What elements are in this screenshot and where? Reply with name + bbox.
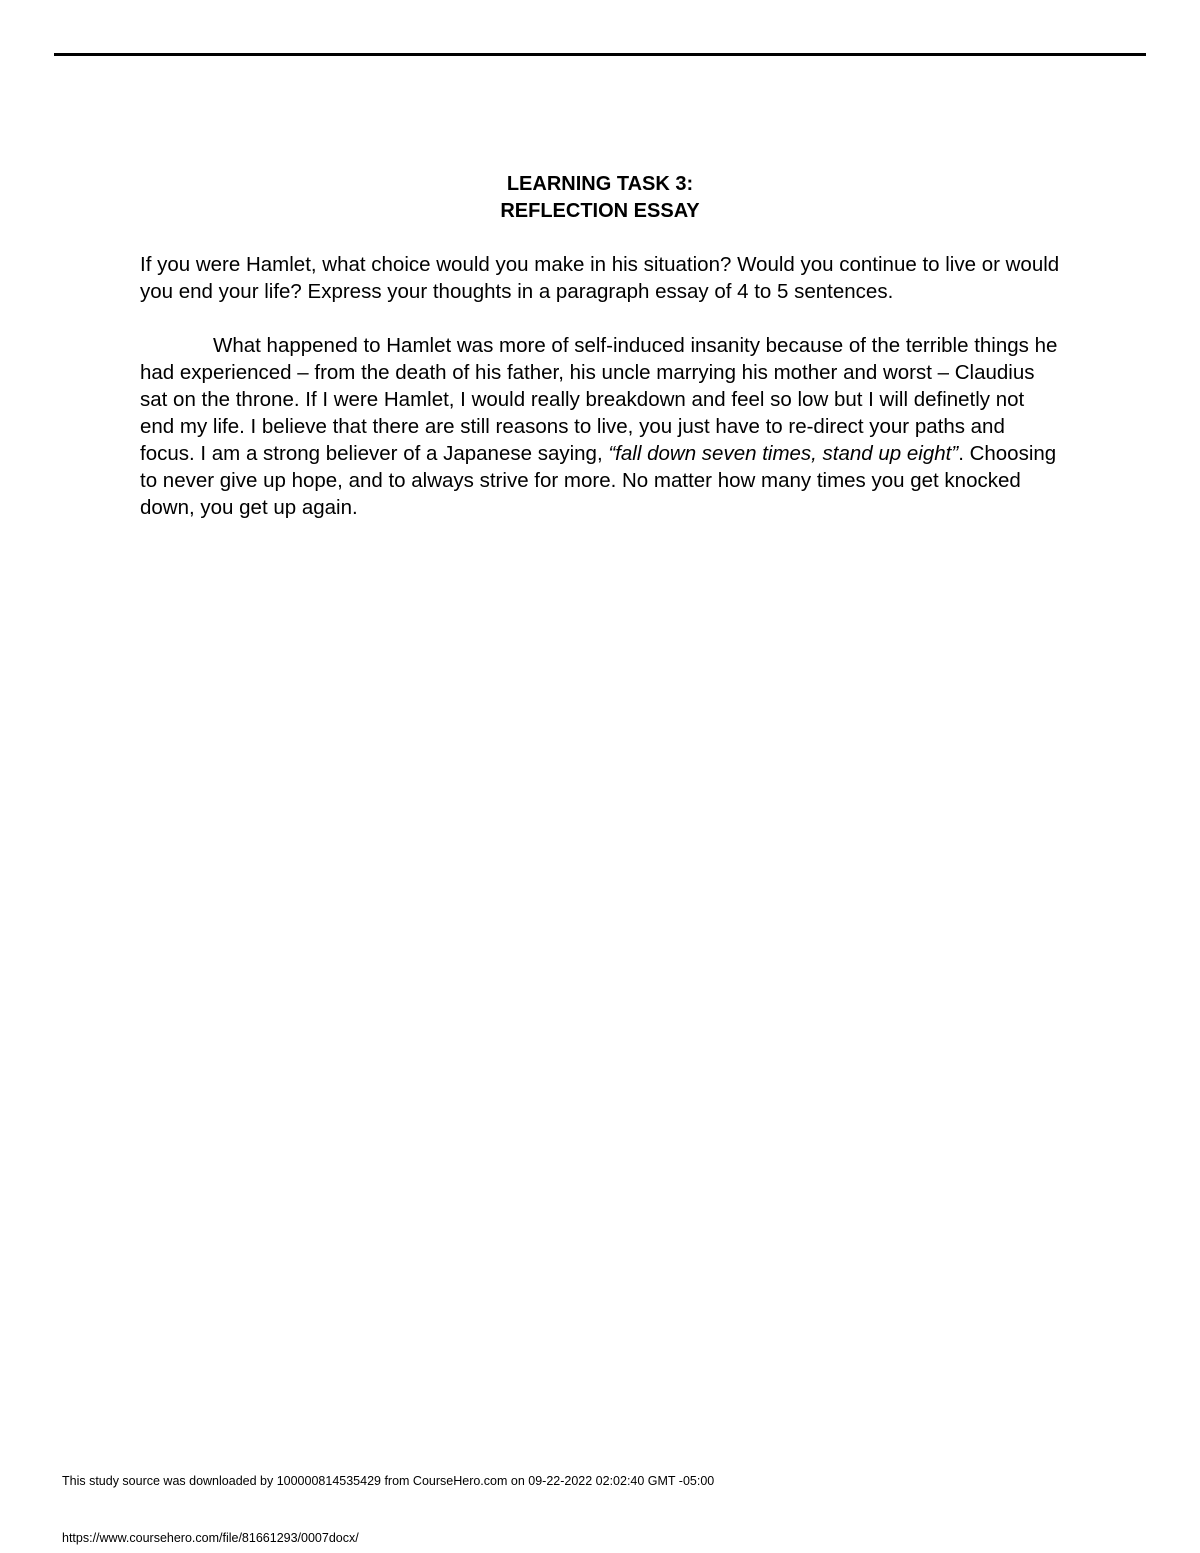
essay-text-part-2: . Choosing to never give up hope, and to always strive for more. No matter how many times you get knocked down, you get up again. — [140, 442, 1057, 519]
document-title — [140, 171, 1060, 225]
essay-text-part-1: What happened to Hamlet was more of self-induced insanity because of the terrible things he had experienced – from the death of his father, his uncle marrying his mother and worst – Claudius sat on the throne. If I were Hamlet, I would really breakdown and feel so low but I will definetly not end my life. I believe that there are still reasons to live, you just have to re-direct your paths and focus. I am a strong believer of a Japanese saying, — [140, 334, 1058, 465]
document-body — [140, 171, 1060, 521]
essay-paragraph — [140, 332, 1060, 521]
essay-prompt: If you were Hamlet, what choice would you make in his situation? Would you continue to live or would you end your life? Express your thoughts in a paragraph essay of 4 to 5 sentences. — [140, 253, 1060, 303]
title-line-1: LEARNING TASK 3: — [506, 173, 694, 195]
title-line-2: REFLECTION ESSAY — [500, 200, 700, 222]
source-url[interactable]: https://www.coursehero.com/file/81661293/0007docx/ — [62, 1531, 359, 1545]
essay-quote: “fall down seven times, stand up eight” — [608, 442, 959, 465]
header-divider — [54, 53, 1146, 56]
download-source-note: This study source was downloaded by 100000814535429 from CourseHero.com on 09-22-2022 02:02:40 GMT -05:00 — [62, 1474, 715, 1488]
